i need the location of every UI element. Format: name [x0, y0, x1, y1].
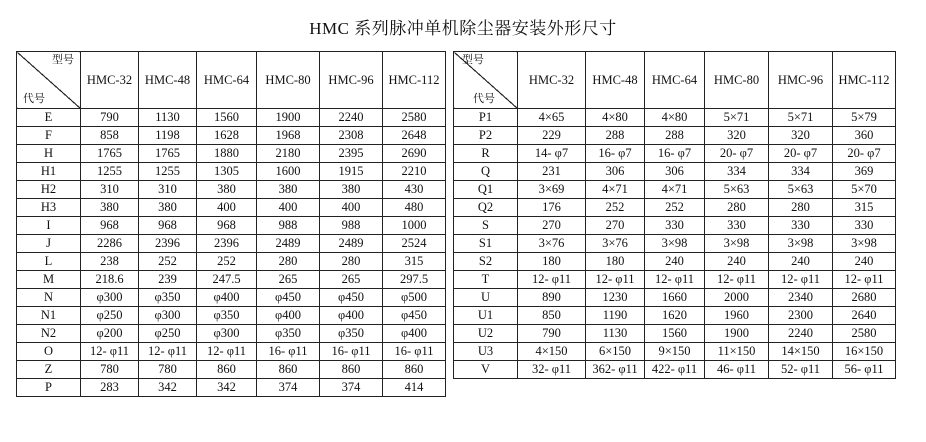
- table-row: [17, 307, 446, 325]
- value-cell: 2648: [383, 127, 446, 145]
- value-cell: 283: [81, 379, 139, 397]
- table-row: [17, 127, 446, 145]
- value-cell: 320: [769, 127, 833, 145]
- value-cell: φ400: [320, 307, 383, 325]
- value-cell: 12- φ11: [705, 271, 769, 289]
- value-cell: 4×80: [645, 109, 705, 127]
- value-cell: 2286: [81, 235, 139, 253]
- corner-label-model: 型号: [52, 54, 74, 66]
- value-cell: 12- φ11: [645, 271, 705, 289]
- table-row: [454, 289, 896, 307]
- value-cell: 5×79: [833, 109, 896, 127]
- value-cell: 297.5: [383, 271, 446, 289]
- table-row: [17, 253, 446, 271]
- value-cell: 330: [769, 217, 833, 235]
- value-cell: 342: [197, 379, 257, 397]
- value-cell: 252: [586, 199, 645, 217]
- row-code-cell: U1: [454, 307, 518, 325]
- value-cell: 5×71: [705, 109, 769, 127]
- value-cell: 12- φ11: [139, 343, 197, 361]
- row-code-cell: H3: [17, 199, 81, 217]
- value-cell: 369: [833, 163, 896, 181]
- table-header-row: [17, 52, 446, 109]
- value-cell: 968: [197, 217, 257, 235]
- value-cell: 16×150: [833, 343, 896, 361]
- value-cell: 334: [705, 163, 769, 181]
- value-cell: φ250: [139, 325, 197, 343]
- value-cell: φ200: [81, 325, 139, 343]
- value-cell: 2340: [769, 289, 833, 307]
- value-cell: 360: [833, 127, 896, 145]
- row-code-cell: N1: [17, 307, 81, 325]
- value-cell: φ350: [320, 325, 383, 343]
- table-row: [454, 361, 896, 379]
- table-row: [17, 343, 446, 361]
- value-cell: 240: [705, 253, 769, 271]
- value-cell: 229: [518, 127, 586, 145]
- value-cell: 4×150: [518, 343, 586, 361]
- value-cell: 4×71: [586, 181, 645, 199]
- value-cell: 1660: [645, 289, 705, 307]
- value-cell: 860: [197, 361, 257, 379]
- value-cell: φ450: [257, 289, 320, 307]
- row-code-cell: Q2: [454, 199, 518, 217]
- value-cell: 218.6: [81, 271, 139, 289]
- value-cell: 11×150: [705, 343, 769, 361]
- row-code-cell: S2: [454, 253, 518, 271]
- value-cell: 32- φ11: [518, 361, 586, 379]
- row-code-cell: F: [17, 127, 81, 145]
- value-cell: 270: [518, 217, 586, 235]
- value-cell: 252: [645, 199, 705, 217]
- value-cell: 400: [197, 199, 257, 217]
- row-code-cell: H: [17, 145, 81, 163]
- value-cell: 4×71: [645, 181, 705, 199]
- value-cell: 320: [705, 127, 769, 145]
- table-row: [454, 253, 896, 271]
- value-cell: 362- φ11: [586, 361, 645, 379]
- value-cell: 280: [257, 253, 320, 271]
- value-cell: 2240: [320, 109, 383, 127]
- value-cell: 240: [769, 253, 833, 271]
- value-cell: 3×98: [833, 235, 896, 253]
- value-cell: 3×98: [645, 235, 705, 253]
- value-cell: 430: [383, 181, 446, 199]
- value-cell: 988: [320, 217, 383, 235]
- table-row: [17, 199, 446, 217]
- table-row: [17, 145, 446, 163]
- row-code-cell: U3: [454, 343, 518, 361]
- row-code-cell: R: [454, 145, 518, 163]
- value-cell: 265: [320, 271, 383, 289]
- row-code-cell: Q: [454, 163, 518, 181]
- value-cell: φ400: [383, 325, 446, 343]
- row-code-cell: M: [17, 271, 81, 289]
- row-code-cell: E: [17, 109, 81, 127]
- value-cell: 12- φ11: [833, 271, 896, 289]
- value-cell: 288: [645, 127, 705, 145]
- value-cell: 12- φ11: [81, 343, 139, 361]
- column-header: HMC-32: [81, 52, 139, 109]
- value-cell: 4×80: [586, 109, 645, 127]
- row-code-cell: Z: [17, 361, 81, 379]
- value-cell: 231: [518, 163, 586, 181]
- header-corner-cell: [454, 52, 518, 109]
- value-cell: 52- φ11: [769, 361, 833, 379]
- value-cell: 3×76: [518, 235, 586, 253]
- table-row: [454, 271, 896, 289]
- value-cell: 330: [705, 217, 769, 235]
- corner-label-code: 代号: [473, 93, 495, 105]
- value-cell: 315: [383, 253, 446, 271]
- dimension-table-right: [453, 51, 896, 379]
- value-cell: 1960: [705, 307, 769, 325]
- value-cell: φ300: [139, 307, 197, 325]
- value-cell: 288: [586, 127, 645, 145]
- value-cell: 1900: [705, 325, 769, 343]
- value-cell: 56- φ11: [833, 361, 896, 379]
- value-cell: 240: [645, 253, 705, 271]
- value-cell: 2180: [257, 145, 320, 163]
- row-code-cell: U: [454, 289, 518, 307]
- value-cell: 400: [320, 199, 383, 217]
- value-cell: 5×63: [769, 181, 833, 199]
- row-code-cell: P: [17, 379, 81, 397]
- value-cell: 20- φ7: [769, 145, 833, 163]
- row-code-cell: P2: [454, 127, 518, 145]
- table-row: [17, 271, 446, 289]
- table-row: [17, 235, 446, 253]
- value-cell: 2489: [257, 235, 320, 253]
- value-cell: 12- φ11: [769, 271, 833, 289]
- value-cell: 310: [139, 181, 197, 199]
- value-cell: 334: [769, 163, 833, 181]
- value-cell: φ450: [320, 289, 383, 307]
- value-cell: 46- φ11: [705, 361, 769, 379]
- value-cell: 315: [833, 199, 896, 217]
- value-cell: 480: [383, 199, 446, 217]
- column-header: HMC-32: [518, 52, 586, 109]
- value-cell: 850: [518, 307, 586, 325]
- column-header: HMC-112: [833, 52, 896, 109]
- value-cell: 12- φ11: [197, 343, 257, 361]
- column-header: HMC-48: [586, 52, 645, 109]
- value-cell: 1600: [257, 163, 320, 181]
- table-row: [454, 127, 896, 145]
- row-code-cell: Q1: [454, 181, 518, 199]
- value-cell: 310: [81, 181, 139, 199]
- value-cell: 1198: [139, 127, 197, 145]
- value-cell: 16- φ7: [586, 145, 645, 163]
- value-cell: 180: [586, 253, 645, 271]
- value-cell: 1560: [197, 109, 257, 127]
- value-cell: 1560: [645, 325, 705, 343]
- value-cell: 5×70: [833, 181, 896, 199]
- table-row: [454, 217, 896, 235]
- value-cell: 16- φ11: [257, 343, 320, 361]
- value-cell: 265: [257, 271, 320, 289]
- value-cell: 2489: [320, 235, 383, 253]
- value-cell: 860: [257, 361, 320, 379]
- value-cell: 2396: [139, 235, 197, 253]
- value-cell: 400: [257, 199, 320, 217]
- row-code-cell: S1: [454, 235, 518, 253]
- value-cell: 2580: [833, 325, 896, 343]
- value-cell: 1255: [139, 163, 197, 181]
- value-cell: 1130: [586, 325, 645, 343]
- value-cell: 2000: [705, 289, 769, 307]
- column-header: HMC-112: [383, 52, 446, 109]
- value-cell: 2396: [197, 235, 257, 253]
- value-cell: 238: [81, 253, 139, 271]
- value-cell: 1230: [586, 289, 645, 307]
- column-header: HMC-64: [197, 52, 257, 109]
- value-cell: 252: [197, 253, 257, 271]
- value-cell: 270: [586, 217, 645, 235]
- value-cell: 240: [833, 253, 896, 271]
- column-header: HMC-96: [320, 52, 383, 109]
- value-cell: 20- φ7: [705, 145, 769, 163]
- value-cell: φ400: [197, 289, 257, 307]
- value-cell: 790: [518, 325, 586, 343]
- value-cell: φ350: [257, 325, 320, 343]
- value-cell: 890: [518, 289, 586, 307]
- value-cell: 2240: [769, 325, 833, 343]
- value-cell: φ400: [257, 307, 320, 325]
- value-cell: 968: [139, 217, 197, 235]
- column-header: HMC-96: [769, 52, 833, 109]
- value-cell: 2300: [769, 307, 833, 325]
- value-cell: 1628: [197, 127, 257, 145]
- value-cell: 5×63: [705, 181, 769, 199]
- value-cell: 176: [518, 199, 586, 217]
- value-cell: 1765: [139, 145, 197, 163]
- row-code-cell: N: [17, 289, 81, 307]
- table-row: [17, 217, 446, 235]
- value-cell: 2524: [383, 235, 446, 253]
- value-cell: 280: [320, 253, 383, 271]
- value-cell: 1900: [257, 109, 320, 127]
- row-code-cell: S: [454, 217, 518, 235]
- value-cell: 1880: [197, 145, 257, 163]
- value-cell: 780: [139, 361, 197, 379]
- table-row: [17, 379, 446, 397]
- corner-label-code: 代号: [23, 93, 45, 105]
- value-cell: φ350: [197, 307, 257, 325]
- row-code-cell: N2: [17, 325, 81, 343]
- column-header: HMC-64: [645, 52, 705, 109]
- value-cell: 2580: [383, 109, 446, 127]
- value-cell: 252: [139, 253, 197, 271]
- row-code-cell: H1: [17, 163, 81, 181]
- value-cell: 1000: [383, 217, 446, 235]
- value-cell: 14×150: [769, 343, 833, 361]
- value-cell: 1620: [645, 307, 705, 325]
- value-cell: 2395: [320, 145, 383, 163]
- value-cell: 2680: [833, 289, 896, 307]
- value-cell: 3×69: [518, 181, 586, 199]
- row-code-cell: U2: [454, 325, 518, 343]
- value-cell: φ300: [197, 325, 257, 343]
- value-cell: 9×150: [645, 343, 705, 361]
- table-header-row: [454, 52, 896, 109]
- value-cell: 12- φ11: [518, 271, 586, 289]
- row-code-cell: J: [17, 235, 81, 253]
- table-row: [17, 361, 446, 379]
- value-cell: 16- φ7: [645, 145, 705, 163]
- table-row: [17, 163, 446, 181]
- value-cell: 374: [257, 379, 320, 397]
- value-cell: 1190: [586, 307, 645, 325]
- value-cell: 968: [81, 217, 139, 235]
- value-cell: 12- φ11: [586, 271, 645, 289]
- value-cell: 780: [81, 361, 139, 379]
- value-cell: 14- φ7: [518, 145, 586, 163]
- value-cell: φ250: [81, 307, 139, 325]
- value-cell: 2308: [320, 127, 383, 145]
- value-cell: 4×65: [518, 109, 586, 127]
- row-code-cell: V: [454, 361, 518, 379]
- row-code-cell: P1: [454, 109, 518, 127]
- value-cell: 247.5: [197, 271, 257, 289]
- value-cell: 1130: [139, 109, 197, 127]
- row-code-cell: O: [17, 343, 81, 361]
- value-cell: 180: [518, 253, 586, 271]
- row-code-cell: I: [17, 217, 81, 235]
- value-cell: 380: [257, 181, 320, 199]
- value-cell: 20- φ7: [833, 145, 896, 163]
- value-cell: 16- φ11: [320, 343, 383, 361]
- value-cell: 860: [383, 361, 446, 379]
- value-cell: 790: [81, 109, 139, 127]
- value-cell: 374: [320, 379, 383, 397]
- value-cell: 414: [383, 379, 446, 397]
- value-cell: 1305: [197, 163, 257, 181]
- value-cell: φ500: [383, 289, 446, 307]
- value-cell: 860: [320, 361, 383, 379]
- table-row: [17, 289, 446, 307]
- value-cell: 988: [257, 217, 320, 235]
- value-cell: 1915: [320, 163, 383, 181]
- value-cell: 2690: [383, 145, 446, 163]
- table-row: [454, 181, 896, 199]
- value-cell: 422- φ11: [645, 361, 705, 379]
- value-cell: φ300: [81, 289, 139, 307]
- header-corner-cell: [17, 52, 81, 109]
- value-cell: 330: [645, 217, 705, 235]
- value-cell: 380: [197, 181, 257, 199]
- table-row: [454, 199, 896, 217]
- column-header: HMC-80: [257, 52, 320, 109]
- value-cell: 280: [769, 199, 833, 217]
- table-row: [454, 109, 896, 127]
- table-row: [17, 109, 446, 127]
- value-cell: φ450: [383, 307, 446, 325]
- value-cell: 1255: [81, 163, 139, 181]
- value-cell: 380: [139, 199, 197, 217]
- value-cell: 1765: [81, 145, 139, 163]
- table-row: [454, 307, 896, 325]
- value-cell: 5×71: [769, 109, 833, 127]
- value-cell: φ350: [139, 289, 197, 307]
- table-row: [454, 325, 896, 343]
- value-cell: 3×98: [705, 235, 769, 253]
- column-header: HMC-48: [139, 52, 197, 109]
- column-header: HMC-80: [705, 52, 769, 109]
- value-cell: 16- φ11: [383, 343, 446, 361]
- value-cell: 306: [645, 163, 705, 181]
- table-row: [454, 163, 896, 181]
- value-cell: 3×76: [586, 235, 645, 253]
- value-cell: 2210: [383, 163, 446, 181]
- value-cell: 858: [81, 127, 139, 145]
- value-cell: 330: [833, 217, 896, 235]
- dimension-table-left: [16, 51, 446, 397]
- row-code-cell: H2: [17, 181, 81, 199]
- value-cell: 280: [705, 199, 769, 217]
- table-row: [454, 343, 896, 361]
- value-cell: 6×150: [586, 343, 645, 361]
- table-row: [454, 145, 896, 163]
- value-cell: 380: [81, 199, 139, 217]
- value-cell: 3×98: [769, 235, 833, 253]
- value-cell: 342: [139, 379, 197, 397]
- value-cell: 1968: [257, 127, 320, 145]
- row-code-cell: T: [454, 271, 518, 289]
- value-cell: 239: [139, 271, 197, 289]
- value-cell: 2640: [833, 307, 896, 325]
- table-row: [454, 235, 896, 253]
- row-code-cell: L: [17, 253, 81, 271]
- value-cell: 380: [320, 181, 383, 199]
- table-row: [17, 181, 446, 199]
- page-title: HMC 系列脉冲单机除尘器安装外形尺寸: [309, 19, 617, 38]
- value-cell: 306: [586, 163, 645, 181]
- table-row: [17, 325, 446, 343]
- corner-label-model: 型号: [462, 54, 484, 66]
